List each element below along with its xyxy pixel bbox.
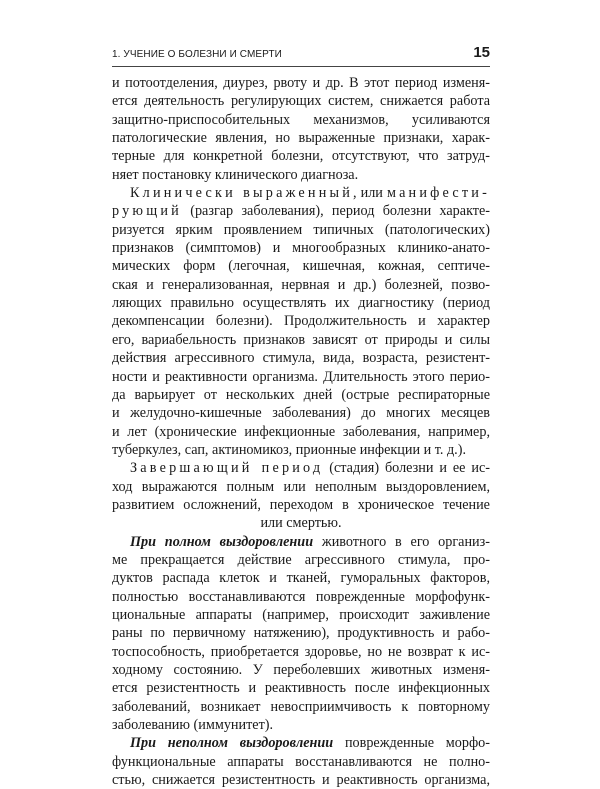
spaced-term: рующий (112, 203, 182, 220)
text-run: раны по первичному натяжению), продуктивность и рабо- (112, 625, 490, 642)
text-run: полностью восстанавливаются поврежденные морфофунк- (112, 588, 490, 605)
text-line (112, 239, 490, 257)
text-run: дуктов распада клеток и тканей, гуморальных факторов, (112, 570, 490, 587)
text-line (112, 202, 490, 220)
paragraph (112, 533, 490, 735)
text-line (112, 533, 490, 551)
text-line (112, 716, 490, 734)
text-run: функциональные аппараты восстанавливаются не полно- (112, 753, 490, 770)
running-head (112, 44, 490, 64)
text-run: защитно-приспособительных механизмов, усиливаются (112, 111, 490, 128)
spaced-term: Клинически выраженный (130, 185, 354, 202)
text-run: патологические явления, но выраженные признаки, харак- (112, 130, 490, 147)
text-run: няет постановку клинического диагноза. (112, 166, 359, 183)
text-run: ется деятельность регулирующих систем, снижается работа (112, 93, 490, 110)
text-line (112, 147, 490, 165)
text-run: ности и реактивности организма. Длительность этого перио- (112, 368, 490, 385)
text-run: да варьирует от нескольких дней (острые респираторные (112, 386, 490, 403)
spaced-term: Завершающий период (130, 460, 324, 477)
text-run: развитием осложнений, переходом в хроническое течение (112, 496, 490, 513)
text-run: ход выражаются полным или неполным выздоровлением, (112, 478, 490, 495)
text-line (112, 459, 490, 477)
text-line (112, 294, 490, 312)
text-line (112, 606, 490, 624)
text-run: животного в его организ- (313, 533, 490, 550)
text-line (112, 312, 490, 330)
text-run: ходному состоянию. У переболевших животных изменя- (112, 662, 490, 678)
emphasis-text: При неполном выздоровлении (130, 735, 334, 752)
chapter-title: 1. УЧЕНИЕ О БОЛЕЗНИ И СМЕРТИ (112, 49, 282, 60)
text-run: ризуется ярким проявлением типичных (патологических) (112, 221, 490, 238)
text-line (112, 184, 490, 202)
paragraph (112, 74, 490, 184)
text-run: туберкулез, сап, актиномикоз, прионные инфекции и т. д.). (112, 441, 466, 458)
body-text (112, 74, 490, 789)
text-run: признаков (симптомов) и многообразных клинико-анато- (112, 240, 490, 257)
text-run: ляющих правильно осуществлять их диагностику (период (112, 295, 490, 312)
text-line (112, 368, 490, 386)
text-line (112, 92, 490, 110)
text-line (112, 111, 490, 129)
text-run: заболеванию (иммунитет). (112, 717, 274, 734)
text-run: ме прекращается действие агрессивного стимула, про- (112, 551, 490, 568)
text-line (112, 679, 490, 697)
text-run: циональные аппараты (например, происходит заживление (112, 606, 490, 623)
text-line (112, 331, 490, 349)
paragraph (112, 734, 490, 789)
text-line (112, 423, 490, 441)
header-rule (112, 66, 490, 67)
text-run: и лет (хронические инфекционные заболевания, например, (112, 423, 490, 440)
paragraph (112, 459, 490, 532)
text-line (112, 221, 490, 239)
text-line (112, 349, 490, 367)
text-run: мических форм (легочная, кишечная, кожная, септиче- (112, 258, 490, 275)
text-line (112, 441, 490, 459)
text-line (112, 514, 490, 532)
text-run: стью, снижается резистентность и реактивность организма, (112, 772, 490, 789)
text-line (112, 753, 490, 771)
text-line (112, 129, 490, 147)
text-line (112, 771, 490, 789)
text-line (112, 496, 490, 514)
text-line (112, 569, 490, 587)
text-run: его, вариабельность признаков зависят от природы и силы (112, 331, 490, 348)
text-line (112, 643, 490, 661)
text-run: терные для конкретной болезни, отсутствуют, что затруд- (112, 148, 490, 165)
text-line (112, 386, 490, 404)
text-line (112, 257, 490, 275)
text-line (112, 404, 490, 422)
text-line (112, 478, 490, 496)
text-line (112, 698, 490, 716)
text-run: , или (353, 185, 387, 202)
text-run: (разгар заболевания), период болезни характе- (181, 203, 490, 220)
text-run: ется резистентность и реактивность после инфекционных (112, 680, 490, 697)
text-line (112, 624, 490, 642)
page-number: 15 (473, 44, 490, 61)
emphasis-text: При полном выздоровлении (130, 533, 314, 550)
text-line (112, 551, 490, 569)
paragraph (112, 184, 490, 459)
text-run: и потоотделения, диурез, рвоту и др. В этот период изменя- (112, 75, 490, 91)
text-line (112, 588, 490, 606)
spaced-term: манифести- (386, 185, 490, 202)
text-run: заболеваний, возникает невосприимчивость к повторному (112, 698, 490, 715)
text-run: и желудочно-кишечные заболевания) до многих месяцев (112, 405, 490, 422)
text-line (112, 166, 490, 184)
text-run: ская и генерализованная, нервная и др.) болезней, позво- (112, 276, 490, 293)
text-run: декомпенсации болезни). Продолжительность и характер (112, 313, 490, 330)
text-line (112, 74, 490, 92)
text-line (112, 661, 490, 679)
text-run: поврежденные морфо- (333, 735, 490, 752)
text-run: (стадия) болезни и ее ис- (323, 460, 490, 477)
text-run: действия агрессивного стимула, вида, возраста, резистент- (112, 350, 490, 367)
text-line (112, 276, 490, 294)
text-run: тоспособность, приобретается здоровье, но не возврат к ис- (112, 643, 490, 660)
text-run: или смертью. (260, 515, 342, 532)
